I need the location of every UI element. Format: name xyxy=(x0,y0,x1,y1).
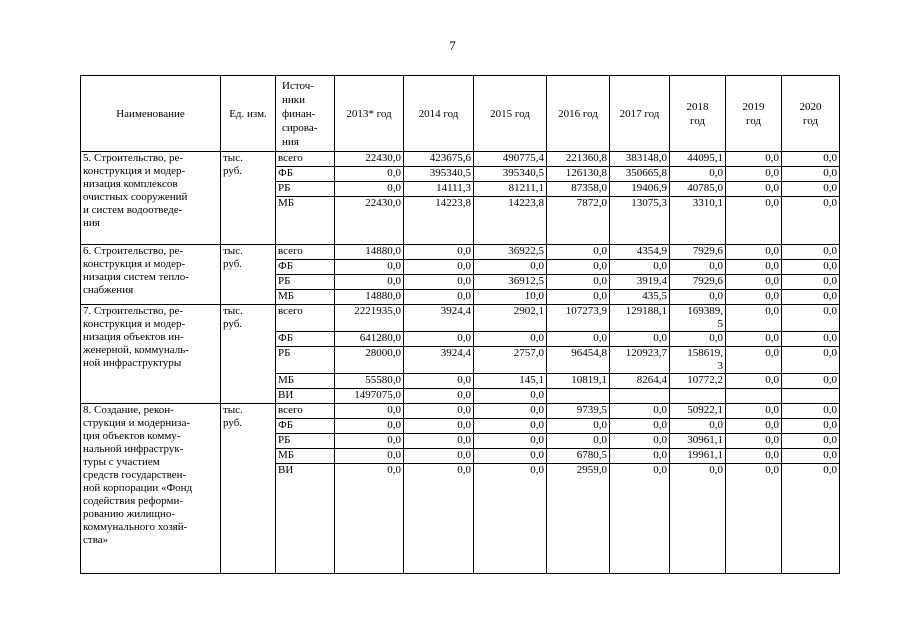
value-cell: 129188,1 xyxy=(610,305,670,332)
value-cell: 0,0 xyxy=(610,434,670,449)
value-cell: 423675,6 xyxy=(404,152,474,167)
value-cell: 30961,1 xyxy=(670,434,726,449)
value-cell: 395340,5 xyxy=(474,167,547,182)
value-cell: 0,0 xyxy=(335,260,404,275)
value-cell: 395340,5 xyxy=(404,167,474,182)
value-cell: 14223,8 xyxy=(474,197,547,245)
value-cell: 0,0 xyxy=(670,260,726,275)
value-cell: 0,0 xyxy=(726,167,782,182)
value-cell xyxy=(610,389,670,404)
funding-source: РБ xyxy=(276,182,335,197)
funding-source: РБ xyxy=(276,275,335,290)
value-cell: 0,0 xyxy=(782,290,840,305)
value-cell: 0,0 xyxy=(404,374,474,389)
header-year: 2015 год xyxy=(474,76,547,152)
funding-source: всего xyxy=(276,152,335,167)
funding-source: ВИ xyxy=(276,389,335,404)
table-row xyxy=(81,305,840,332)
value-cell: 641280,0 xyxy=(335,332,404,347)
value-cell xyxy=(726,389,782,404)
funding-source: МБ xyxy=(276,197,335,245)
funding-source: всего xyxy=(276,404,335,419)
value-cell: 0,0 xyxy=(670,419,726,434)
value-cell: 0,0 xyxy=(474,419,547,434)
header-year: 2018 год xyxy=(670,76,726,152)
value-cell: 0,0 xyxy=(670,167,726,182)
value-cell: 350665,8 xyxy=(610,167,670,182)
value-cell: 169389, 5 xyxy=(670,305,726,332)
value-cell: 7929,6 xyxy=(670,275,726,290)
value-cell: 0,0 xyxy=(547,332,610,347)
value-cell: 3919,4 xyxy=(610,275,670,290)
value-cell: 22430,0 xyxy=(335,152,404,167)
value-cell: 1497075,0 xyxy=(335,389,404,404)
value-cell: 0,0 xyxy=(782,374,840,389)
header-year: 2013* год xyxy=(335,76,404,152)
value-cell: 0,0 xyxy=(670,332,726,347)
value-cell: 19961,1 xyxy=(670,449,726,464)
value-cell: 22430,0 xyxy=(335,197,404,245)
section-name: 6. Строительство, ре- конструкция и модер- низация систем тепло- снабжения xyxy=(81,245,221,305)
value-cell: 0,0 xyxy=(726,245,782,260)
value-cell: 0,0 xyxy=(782,434,840,449)
value-cell: 0,0 xyxy=(726,347,782,374)
value-cell: 2221935,0 xyxy=(335,305,404,332)
funding-source: ФБ xyxy=(276,260,335,275)
value-cell: 10,0 xyxy=(474,290,547,305)
value-cell xyxy=(670,389,726,404)
value-cell: 120923,7 xyxy=(610,347,670,374)
value-cell: 87358,0 xyxy=(547,182,610,197)
section-name: 8. Создание, рекон- струкция и модерниза- ция объектов комму- нальной инфраструк- туры с участием средств государствен- ной корпорации «Фонд содействия реформи- рованию жилищно- коммунального хозяй- ства» xyxy=(81,404,221,574)
section-unit: тыс. руб. xyxy=(221,404,276,574)
value-cell: 14880,0 xyxy=(335,290,404,305)
value-cell: 0,0 xyxy=(547,419,610,434)
value-cell: 13075,3 xyxy=(610,197,670,245)
value-cell: 0,0 xyxy=(726,275,782,290)
value-cell: 0,0 xyxy=(782,167,840,182)
value-cell: 0,0 xyxy=(404,389,474,404)
funding-source: всего xyxy=(276,305,335,332)
value-cell: 0,0 xyxy=(404,290,474,305)
value-cell: 0,0 xyxy=(726,404,782,419)
value-cell: 0,0 xyxy=(782,152,840,167)
value-cell: 0,0 xyxy=(474,332,547,347)
header-source: Источ- ники финан- сирова- ния xyxy=(276,76,335,152)
value-cell: 6780,5 xyxy=(547,449,610,464)
value-cell: 55580,0 xyxy=(335,374,404,389)
value-cell: 0,0 xyxy=(782,419,840,434)
value-cell: 0,0 xyxy=(782,275,840,290)
funding-source: всего xyxy=(276,245,335,260)
funding-source: МБ xyxy=(276,374,335,389)
value-cell: 14223,8 xyxy=(404,197,474,245)
value-cell: 0,0 xyxy=(335,449,404,464)
header-year: 2019 год xyxy=(726,76,782,152)
value-cell: 8264,4 xyxy=(610,374,670,389)
funding-source: ФБ xyxy=(276,332,335,347)
value-cell: 0,0 xyxy=(404,419,474,434)
table-body xyxy=(81,152,840,574)
value-cell: 145,1 xyxy=(474,374,547,389)
value-cell: 0,0 xyxy=(335,464,404,574)
funding-source: ФБ xyxy=(276,167,335,182)
value-cell: 158619, 3 xyxy=(670,347,726,374)
funding-source: РБ xyxy=(276,347,335,374)
value-cell: 0,0 xyxy=(782,404,840,419)
header-name: Наименование xyxy=(81,76,221,152)
value-cell: 0,0 xyxy=(547,290,610,305)
value-cell: 50922,1 xyxy=(670,404,726,419)
value-cell: 7929,6 xyxy=(670,245,726,260)
value-cell: 36912,5 xyxy=(474,275,547,290)
value-cell: 0,0 xyxy=(782,347,840,374)
value-cell: 2959,0 xyxy=(547,464,610,574)
value-cell: 0,0 xyxy=(474,389,547,404)
value-cell: 0,0 xyxy=(670,290,726,305)
value-cell: 0,0 xyxy=(335,419,404,434)
header-unit: Ед. изм. xyxy=(221,76,276,152)
value-cell: 0,0 xyxy=(404,404,474,419)
value-cell: 19406,9 xyxy=(610,182,670,197)
value-cell: 0,0 xyxy=(610,404,670,419)
value-cell: 0,0 xyxy=(610,464,670,574)
value-cell: 383148,0 xyxy=(610,152,670,167)
funding-source: ФБ xyxy=(276,419,335,434)
header-year: 2014 год xyxy=(404,76,474,152)
value-cell xyxy=(547,389,610,404)
value-cell xyxy=(782,389,840,404)
value-cell: 0,0 xyxy=(335,275,404,290)
value-cell: 107273,9 xyxy=(547,305,610,332)
value-cell: 0,0 xyxy=(547,245,610,260)
value-cell: 3310,1 xyxy=(670,197,726,245)
value-cell: 0,0 xyxy=(782,260,840,275)
value-cell: 0,0 xyxy=(782,449,840,464)
section-name: 5. Строительство, ре- конструкция и модер- низация комплексов очистных сооружений и систем водоотведе- ния xyxy=(81,152,221,245)
value-cell: 0,0 xyxy=(782,464,840,574)
value-cell: 0,0 xyxy=(474,404,547,419)
value-cell: 0,0 xyxy=(547,260,610,275)
section-name: 7. Строительство, ре- конструкция и модер- низация объектов ин- женерной, коммуналь- ной инфраструктуры xyxy=(81,305,221,404)
value-cell: 36922,5 xyxy=(474,245,547,260)
value-cell: 0,0 xyxy=(404,275,474,290)
value-cell: 0,0 xyxy=(782,305,840,332)
value-cell: 7872,0 xyxy=(547,197,610,245)
value-cell: 81211,1 xyxy=(474,182,547,197)
value-cell: 0,0 xyxy=(610,419,670,434)
value-cell: 0,0 xyxy=(726,419,782,434)
value-cell: 0,0 xyxy=(474,464,547,574)
value-cell: 0,0 xyxy=(782,332,840,347)
value-cell: 0,0 xyxy=(474,434,547,449)
value-cell: 14880,0 xyxy=(335,245,404,260)
value-cell: 0,0 xyxy=(726,152,782,167)
value-cell: 0,0 xyxy=(547,434,610,449)
value-cell: 0,0 xyxy=(404,434,474,449)
value-cell: 14111,3 xyxy=(404,182,474,197)
value-cell: 3924,4 xyxy=(404,305,474,332)
funding-source: РБ xyxy=(276,434,335,449)
value-cell: 0,0 xyxy=(726,332,782,347)
value-cell: 0,0 xyxy=(474,260,547,275)
funding-source: ВИ xyxy=(276,464,335,574)
value-cell: 0,0 xyxy=(335,404,404,419)
value-cell: 0,0 xyxy=(610,260,670,275)
value-cell: 40785,0 xyxy=(670,182,726,197)
value-cell: 0,0 xyxy=(474,449,547,464)
value-cell: 0,0 xyxy=(726,449,782,464)
value-cell: 0,0 xyxy=(404,449,474,464)
value-cell: 10819,1 xyxy=(547,374,610,389)
value-cell: 0,0 xyxy=(610,332,670,347)
funding-source: МБ xyxy=(276,290,335,305)
financing-table xyxy=(80,75,840,574)
value-cell: 3924,4 xyxy=(404,347,474,374)
value-cell: 0,0 xyxy=(726,464,782,574)
value-cell: 0,0 xyxy=(335,434,404,449)
value-cell: 0,0 xyxy=(726,260,782,275)
value-cell: 0,0 xyxy=(335,182,404,197)
value-cell: 2902,1 xyxy=(474,305,547,332)
value-cell: 9739,5 xyxy=(547,404,610,419)
value-cell: 0,0 xyxy=(610,449,670,464)
value-cell: 435,5 xyxy=(610,290,670,305)
value-cell: 0,0 xyxy=(782,182,840,197)
header-year: 2016 год xyxy=(547,76,610,152)
value-cell: 0,0 xyxy=(670,464,726,574)
value-cell: 0,0 xyxy=(404,245,474,260)
value-cell: 221360,8 xyxy=(547,152,610,167)
value-cell: 0,0 xyxy=(547,275,610,290)
funding-source: МБ xyxy=(276,449,335,464)
header-row xyxy=(81,76,840,152)
value-cell: 0,0 xyxy=(726,182,782,197)
value-cell: 0,0 xyxy=(404,464,474,574)
section-unit: тыс. руб. xyxy=(221,245,276,305)
value-cell: 4354,9 xyxy=(610,245,670,260)
value-cell: 44095,1 xyxy=(670,152,726,167)
table-row xyxy=(81,245,840,260)
table-row xyxy=(81,152,840,167)
section-unit: тыс. руб. xyxy=(221,152,276,245)
value-cell: 490775,4 xyxy=(474,152,547,167)
value-cell: 0,0 xyxy=(404,332,474,347)
value-cell: 0,0 xyxy=(726,197,782,245)
value-cell: 0,0 xyxy=(726,374,782,389)
value-cell: 28000,0 xyxy=(335,347,404,374)
table-row xyxy=(81,404,840,419)
value-cell: 0,0 xyxy=(726,305,782,332)
value-cell: 0,0 xyxy=(726,434,782,449)
section-unit: тыс. руб. xyxy=(221,305,276,404)
value-cell: 10772,2 xyxy=(670,374,726,389)
header-year: 2020 год xyxy=(782,76,840,152)
header-year: 2017 год xyxy=(610,76,670,152)
value-cell: 2757,0 xyxy=(474,347,547,374)
value-cell: 0,0 xyxy=(404,260,474,275)
value-cell: 0,0 xyxy=(782,197,840,245)
page-number: 7 xyxy=(449,38,456,53)
value-cell: 0,0 xyxy=(335,167,404,182)
value-cell: 96454,8 xyxy=(547,347,610,374)
value-cell: 0,0 xyxy=(726,290,782,305)
value-cell: 0,0 xyxy=(782,245,840,260)
value-cell: 126130,8 xyxy=(547,167,610,182)
